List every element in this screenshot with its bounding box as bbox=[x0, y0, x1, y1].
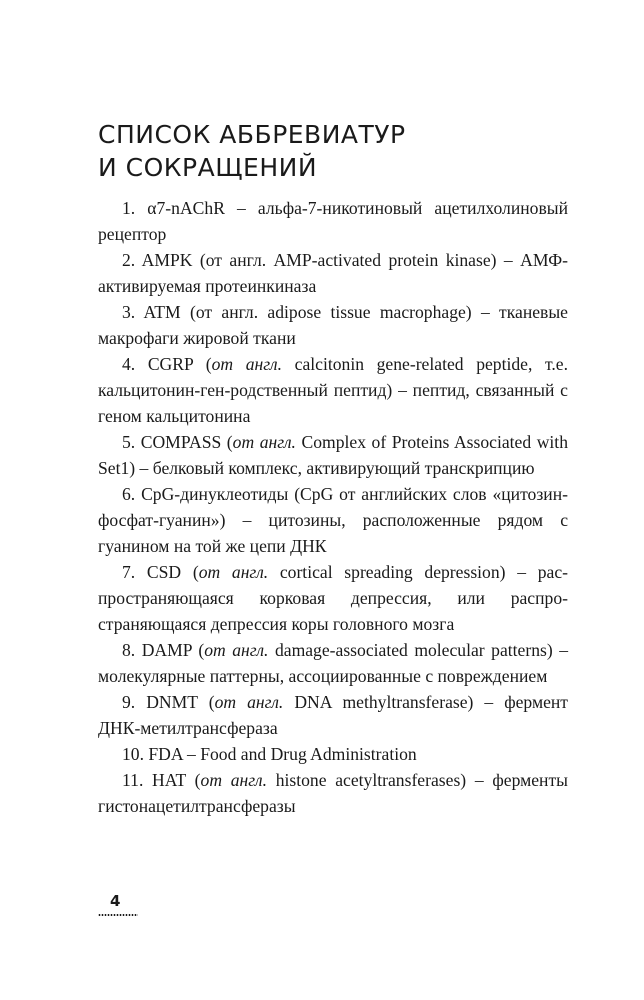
heading-line-2: И СОКРАЩЕНИЙ bbox=[98, 153, 318, 182]
entry-text: 7. CSD ( bbox=[122, 562, 199, 582]
entry-text: 3. ATM (от англ. adipose tissue macrophage) – тканевые макрофаги жировой ткани bbox=[98, 302, 568, 348]
entry-italic-text: от англ. bbox=[214, 692, 284, 712]
entry-text: calcitonin gene-related peptide, т.е. кальцитонин-ген-родственный пептид) – пептид, связанный с геном кальцитонина bbox=[98, 354, 568, 426]
abbreviation-entry bbox=[98, 767, 568, 819]
abbreviation-entry bbox=[98, 247, 568, 299]
entry-text: histone acetyltransferases) – ферменты гистонацетилтрансферазы bbox=[98, 770, 568, 816]
abbreviation-entry bbox=[98, 299, 568, 351]
entry-italic-text: от англ. bbox=[232, 432, 296, 452]
abbreviation-list bbox=[98, 195, 568, 819]
entry-text: 2. AMPK (от англ. AMP-activated protein kinase) – АМФ-активируемая протеинкиназа bbox=[98, 250, 568, 296]
abbreviation-entry bbox=[98, 741, 568, 767]
entry-text: damage-associated molecular patterns) – молекулярные паттерны, ассоциированные с повреждением bbox=[98, 640, 568, 686]
entry-text: 9. DNMT ( bbox=[122, 692, 215, 712]
abbreviation-entry bbox=[98, 559, 568, 637]
entry-text: DNA methyltransferase) – фермент ДНК-метилтрансфераза bbox=[98, 692, 568, 738]
abbreviation-entry bbox=[98, 351, 568, 429]
entry-italic-text: от англ. bbox=[198, 562, 269, 582]
abbreviation-entry bbox=[98, 637, 568, 689]
entry-text: cortical spreading depression) – распространяющаяся корковая депрессия, или распространяющаяся депрессия коры головного мозга bbox=[98, 562, 568, 634]
entry-text: Complex of Proteins Associated with Set1) – белковый комплекс, активирующий транскрипцию bbox=[98, 432, 568, 478]
entry-italic-text: от англ. bbox=[204, 640, 269, 660]
entry-italic-text: от англ. bbox=[200, 770, 267, 790]
abbreviation-entry bbox=[98, 481, 568, 559]
abbreviation-entry bbox=[98, 195, 568, 247]
entry-text: 6. CpG-динуклеотиды (CpG от английских слов «цитозин-фосфат-гуанин») – цитозины, расположенные рядом с гуанином на той же цепи ДНК bbox=[98, 484, 568, 556]
heading-line-1: СПИСОК АББРЕВИАТУР bbox=[98, 120, 406, 149]
entry-text: 5. COMPASS ( bbox=[122, 432, 233, 452]
entry-text: 11. HAT ( bbox=[122, 770, 201, 790]
abbreviation-entry bbox=[98, 689, 568, 741]
entry-text: 4. CGRP ( bbox=[122, 354, 212, 374]
section-heading bbox=[98, 118, 568, 184]
entry-text: 1. α7-nAChR – альфа-7-никотиновый ацетилхолиновый рецептор bbox=[98, 198, 568, 244]
page-number: 4 bbox=[110, 892, 121, 910]
page-number-dotted-rule bbox=[98, 914, 138, 916]
entry-italic-text: от англ. bbox=[211, 354, 282, 374]
abbreviation-entry bbox=[98, 429, 568, 481]
entry-text: 10. FDA – Food and Drug Administration bbox=[122, 744, 417, 764]
entry-text: 8. DAMP ( bbox=[122, 640, 205, 660]
